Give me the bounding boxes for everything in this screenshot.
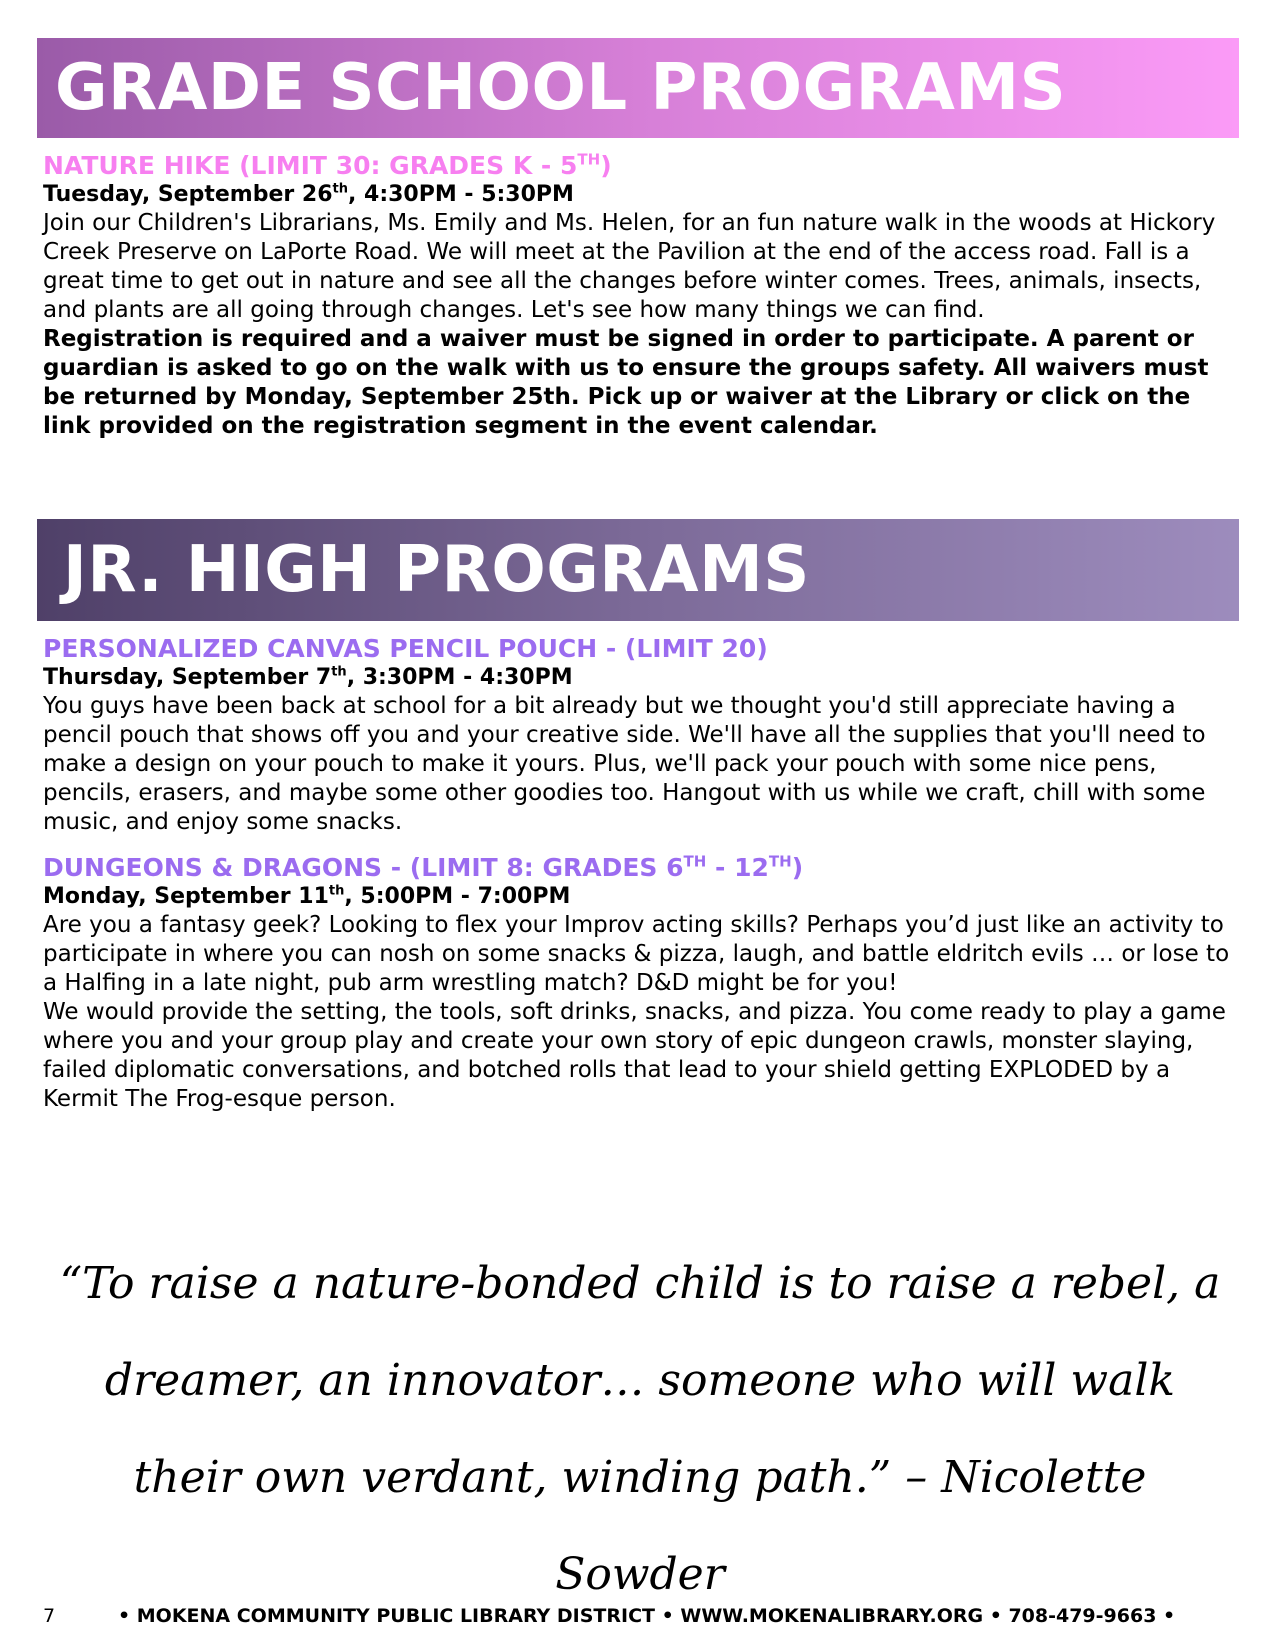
nature-hike-date-end: , 4:30PM - 5:30PM (348, 182, 574, 207)
grade-school-heading: GRADE SCHOOL PROGRAMS (55, 51, 1067, 125)
nature-hike-date-sup: th (332, 181, 348, 197)
pencil-pouch-date-end: , 3:30PM - 4:30PM (346, 665, 573, 690)
pencil-pouch-title: PERSONALIZED CANVAS PENCIL POUCH - (LIMIT 20) (43, 634, 768, 663)
dnd-date-start: Monday, September 11 (43, 884, 329, 909)
footer-contact-line: • MOKENA COMMUNITY PUBLIC LIBRARY DISTRICT • WWW.MOKENALIBRARY.ORG • 708-479-9663 • (118, 1605, 1176, 1627)
pencil-pouch-description: You guys have been back at school for a bit already but we thought you'd still appreciate having a pencil pouch that shows off you and your creative side. We'll have all the supplies that you'll need to make a design on your pouch to make it yours. Plus, we'll pack your pouch with some nice pens, pencils, erasers, and maybe some other goodies too. Hangout with us while we craft, chill with some music, and enjoy some snacks. (43, 693, 1206, 835)
dnd-description-2: We would provide the setting, the tools, soft drinks, snacks, and pizza. You come ready to play a game where you and your group play and create your own story of epic dungeon crawls, monster slaying, failed diplomatic conversations, and botched rolls that lead to your shield getting EXPLODED by a Kermit The Frog-esque person. (43, 999, 1226, 1112)
nature-hike-title-end: ) (600, 151, 612, 180)
nature-hike-title (43, 150, 1238, 181)
dnd-date-end: , 5:00PM - 7:00PM (344, 884, 571, 909)
pencil-pouch-date-start: Thursday, September 7 (43, 665, 332, 690)
nature-hike-date-start: Tuesday, September 26 (43, 182, 333, 207)
nature-quote: “To raise a nature-bonded child is to raise a rebel, a dreamer, an innovator… someone who will walk their own verdant, winding path.” – Nicolette Sowder (59, 1258, 1221, 1600)
dnd-description: Are you a fantasy geek? Looking to flex your Improv acting skills? Perhaps you’d just like an activity to participate in where you can nosh on some snacks & pizza, laugh, and battle eldritch evils … or lose to a Halfing in a late night, pub arm wrestling match? D&D might be for you! (43, 912, 1230, 996)
nature-hike-date (43, 181, 1238, 209)
jr-high-heading: JR. HIGH PROGRAMS (63, 533, 810, 607)
nature-hike-section (43, 150, 1238, 441)
page-number: 7 (43, 1605, 56, 1627)
pencil-pouch-date (43, 664, 1238, 692)
dnd-title-sup-b: TH (768, 852, 792, 871)
dnd-date (43, 883, 1238, 911)
nature-hike-title-sup: TH (577, 150, 601, 169)
nature-hike-registration-note: Registration is required and a waiver must be signed in order to participate. A parent or guardian is asked to go on the walk with us to ensure the groups safety. All waivers must be returned by Monday, September 25th. Pick up or waiver at the Library or click on the link provided on the registration segment in the event calendar. (43, 326, 1209, 439)
dnd-date-sup: th (328, 883, 345, 899)
pencil-pouch-section (43, 633, 1238, 837)
dnd-title-end: ) (791, 853, 804, 882)
grade-school-banner (37, 38, 1239, 138)
dnd-section (43, 852, 1238, 1114)
dnd-title-part-a: DUNGEONS & DRAGONS - (LIMIT 8: GRADES 6 (43, 853, 684, 882)
dnd-title-sup-a: TH (683, 852, 707, 871)
dnd-title (43, 852, 1238, 883)
jr-high-banner (37, 519, 1239, 621)
nature-hike-title-text: NATURE HIKE (LIMIT 30: GRADES K - 5 (43, 151, 578, 180)
dnd-title-part-b: - 12 (706, 853, 769, 882)
pencil-pouch-date-sup: th (331, 664, 347, 680)
nature-hike-description: Join our Children's Librarians, Ms. Emily and Ms. Helen, for an fun nature walk in the woods at Hickory Creek Preserve on LaPorte Road. We will meet at the Pavilion at the end of the access road. Fall is a great time to get out in nature and see all the changes before winter comes. Trees, animals, insects, and plants are all going through changes. Let's see how many things we can find. (43, 210, 1216, 323)
